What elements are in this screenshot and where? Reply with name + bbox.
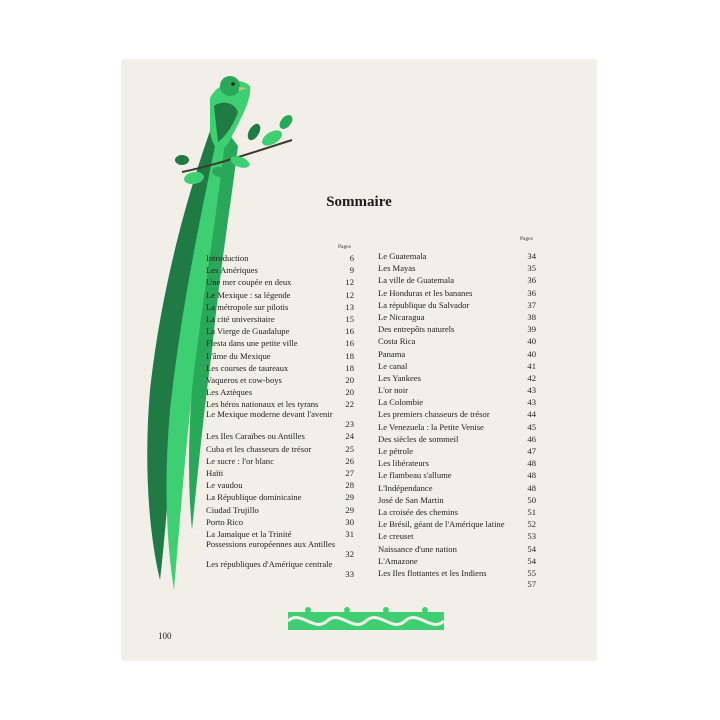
toc-entry: L'Amazone 54 <box>378 555 536 566</box>
toc-entry: Le creuset 53 <box>378 531 536 542</box>
toc-entry: Le Brésil, géant de l'Amérique latine 52 <box>378 519 536 530</box>
toc-entry: Les Aztèques 20 <box>206 387 354 398</box>
book-page <box>122 60 596 660</box>
toc-entry: Les Iles Caraïbes ou Antilles 24 <box>206 431 354 442</box>
wave-ornament <box>288 606 444 636</box>
toc-entry: Les Amériques 9 <box>206 265 354 276</box>
toc-entry: La république du Salvador 37 <box>378 299 536 310</box>
toc-entry: Naissance d'une nation 54 <box>378 543 536 554</box>
toc-entry: Le Mexique moderne devant l'avenir 23 <box>206 409 354 430</box>
toc-entry: La Jamaïque et la Trinité 31 <box>206 528 354 539</box>
toc-entry: Le Guatemala 34 <box>378 251 536 261</box>
toc-entry: Haïti 27 <box>206 468 354 478</box>
toc-entry: L'âme du Mexique 18 <box>206 350 354 361</box>
toc-entry: 57 <box>527 579 536 590</box>
toc-entry: La République dominicaine 29 <box>206 492 354 503</box>
toc-entry: Le canal 41 <box>378 360 536 371</box>
toc-entry: Le Nicaragua 38 <box>378 311 536 322</box>
toc-entry: Les premiers chasseurs de trésor 44 <box>378 409 536 420</box>
toc-entry: La métropole sur pilotis 13 <box>206 301 354 312</box>
toc-entry: Cuba et les chasseurs de trésor 25 <box>206 443 354 454</box>
toc-entry: Des entrepôts naturels 39 <box>378 324 536 335</box>
toc-entry: Introduction 6 <box>206 253 354 263</box>
toc-entry: Des siècles de sommeil 46 <box>378 433 536 444</box>
toc-left-column <box>206 252 354 580</box>
toc-entry: Costa Rica 40 <box>378 336 536 347</box>
toc-entry: Le vaudou 28 <box>206 480 354 491</box>
toc-entry: Porto Rico 30 <box>206 516 354 527</box>
toc-entry: Les Iles flottantes et les Indiens 55 <box>378 567 536 578</box>
toc-entry: Panama 40 <box>378 348 536 359</box>
toc-entry: L'Indépendance 48 <box>378 482 536 493</box>
page-number: 100 <box>158 631 172 641</box>
toc-entry: La ville de Guatemala 36 <box>378 275 536 286</box>
toc-entry: La Vierge de Guadalupe 16 <box>206 326 354 337</box>
toc-entry: Ciudad Trujillo 29 <box>206 504 354 515</box>
toc-entry: Le pétrole 47 <box>378 446 536 456</box>
toc-right-column <box>378 250 536 589</box>
toc-entry: Le sucre : l'or blanc 26 <box>206 455 354 466</box>
toc-entry: Les Mayas 35 <box>378 263 536 274</box>
toc-entry: Les héros nationaux et les tyrans 22 <box>206 399 354 410</box>
toc-entry: Le Venezuela : la Petite Venise 45 <box>378 421 536 432</box>
toc-entry: Les courses de taureaux 18 <box>206 362 354 373</box>
toc-entry: Les Yankees 42 <box>378 372 536 383</box>
toc-entry: La cité universitaire 15 <box>206 313 354 324</box>
toc-entry: Possessions européennes aux Antilles 32 <box>206 539 354 560</box>
toc-entry: Une mer coupée en deux 12 <box>206 277 354 288</box>
toc-entry: La Colombie 43 <box>378 397 536 408</box>
pages-label-right: Pages <box>520 236 533 242</box>
toc-entry: Le flambeau s'allume 48 <box>378 470 536 481</box>
toc-entry: Le Honduras et les bananes 36 <box>378 287 536 298</box>
page-title: Sommaire <box>326 194 392 210</box>
toc-entry: La croisée des chemins 51 <box>378 506 536 517</box>
toc-entry: Fiesta dans une petite ville 16 <box>206 338 354 349</box>
pages-label-left: Pages <box>338 244 351 250</box>
toc-entry: Les libérateurs 48 <box>378 458 536 469</box>
toc-entry: Vaqueros et cow-boys 20 <box>206 374 354 385</box>
toc-entry: L'or noir 43 <box>378 385 536 396</box>
toc-entry: Le Mexique : sa légende 12 <box>206 289 354 300</box>
toc-entry: José de San Martin 50 <box>378 494 536 505</box>
toc-entry: Les républiques d'Amérique centrale 33 <box>206 559 354 580</box>
